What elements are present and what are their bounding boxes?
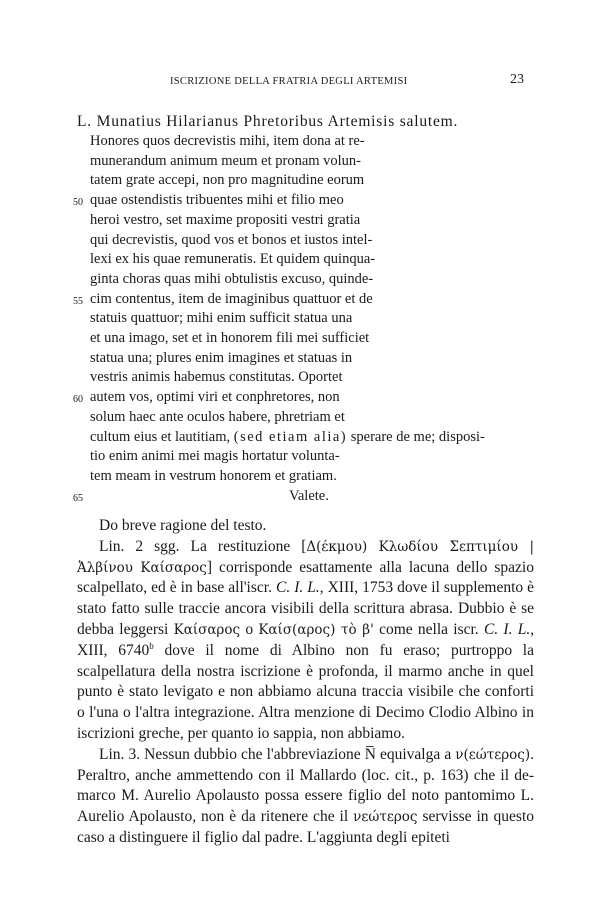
line-text: tatem grate accepi, non pro magnitudine eorum: [90, 172, 365, 189]
line-number: 60: [73, 394, 83, 406]
line-text: qui decrevistis, quod vos et bonos et iustos intel-: [90, 231, 373, 248]
inscription-line: [77, 368, 547, 388]
inscription-line: [77, 349, 547, 369]
line-text: et una imago, set et in honorem fili mei sufficiet: [90, 330, 370, 347]
line-text-tail: sperare de me; disposi-: [350, 428, 485, 445]
line-number: 50: [73, 197, 83, 209]
greek-text: Καίσαρος: [173, 621, 241, 638]
line-text: ginta choras quas mihi obtulistis excuso, quinde-: [90, 270, 374, 287]
inscription-heading: L. Munatius Hilarianus Phretoribus Artemisis salutem.: [77, 113, 459, 130]
text-span: Lin. 2 sgg. La restituzione [: [99, 537, 307, 555]
text-span: o: [245, 620, 254, 638]
inscription-line: [77, 211, 547, 231]
inscription-line: [77, 329, 547, 349]
line-text: Honores quos decrevistis mihi, item dona at re-: [90, 133, 365, 149]
inscription-line: [77, 408, 547, 428]
inscription-line: [77, 309, 547, 329]
running-title: ISCRIZIONE DELLA FRATRIA DEGLI ARTEMISI: [170, 76, 408, 87]
line-text: solum haec ante oculos habere, phretriam et: [90, 408, 345, 425]
commentary-paragraph: [77, 745, 534, 849]
citation: C. I. L.: [483, 620, 531, 638]
greek-text: Ἀλβίνου Καίσαρος: [77, 559, 207, 576]
line-text: quae ostendistis tribuentes mihi et filio meo: [90, 192, 344, 209]
line-text: statua una; plures enim imagines et statuas in: [90, 349, 353, 366]
greek-text: Καίσ(αρος) τὸ β': [258, 621, 374, 638]
text-span: . Peraltro, anche ammettendo con il Mallardo (loc. cit., p. 163) che il de- marco M. Aurelio Apolausto possa essere figlio del noto pantomimo L. Aurelio Apolausto, non è da ritenere che il: [77, 745, 534, 826]
greek-text: νεώτερος: [353, 809, 418, 826]
text-span: , XIII, 1753 dove il supplemento è stato fatto sulle traccie ancora visibili della scrittura abrasa. Dubbio è se debba leggersi: [77, 579, 535, 638]
greek-text: Δ(έκμου) Κλωδίου Σεπτιμίου |: [306, 538, 534, 555]
text-span: dove il nome di Albino non fu eraso; purtroppo la scalpellatura della nostra iscrizione è profonda, il marmo anche in quel punto è stato levigato e non abbiamo alcuna traccia visibile che conforti o l'una o l'altra integrazione. Altra menzione di Decimo Clodio Albino in iscrizioni greche, per quanto io sappia, non abbiamo.: [77, 641, 534, 742]
spaced-text: (sed etiam alia): [233, 428, 348, 445]
inscription-line: [73, 290, 547, 310]
line-text: munerandum animum meum et pronam volun-: [90, 152, 362, 169]
page-number: 23: [510, 72, 524, 87]
text-span: ] corrisponde esattamente alla lacuna dello spazio scalpellato, ed è in base all'iscr.: [77, 558, 534, 597]
line-text: statuis quattuor; mihi enim sufficit statua una: [90, 310, 353, 327]
line-number: 55: [73, 295, 83, 307]
inscription-line: [77, 467, 547, 487]
commentary: [77, 516, 534, 849]
inscription-line: [77, 250, 547, 270]
inscription-lines: [73, 132, 547, 506]
text-span: Lin. 3. Nessun dubbio che l'abbreviazione N̅ equivalga a: [99, 745, 452, 763]
inscription-line: [77, 152, 547, 172]
line-text: vestris animis habemus constitutas. Oportet: [90, 369, 343, 386]
line-text: cultum eius et lautitiam,: [90, 428, 231, 445]
text-span: , XIII, 6740: [77, 620, 535, 659]
inscription-line: [77, 171, 547, 191]
line-number: 65: [73, 492, 83, 504]
inscription-line: [73, 191, 547, 211]
line-text: tem meam in vestrum honorem et gratiam.: [90, 467, 337, 484]
line-text: lexi ex his quae remuneratis. Et quidem quinqua-: [90, 251, 376, 268]
line-text: autem vos, optimi viri et conphretores, non: [90, 389, 340, 406]
inscription-line: [77, 428, 547, 448]
superscript: b: [149, 640, 154, 651]
line-text: heroi vestro, set maxime propositi vestri gratia: [90, 211, 361, 228]
inscription-line: [77, 270, 547, 290]
inscription-block: [73, 112, 547, 506]
line-text: tio enim animi mei magis hortatur volunta-: [90, 448, 340, 465]
citation: C. I. L.: [275, 579, 320, 597]
commentary-paragraph: [77, 537, 534, 745]
inscription-line: [73, 388, 547, 408]
inscription-line: [77, 231, 547, 251]
inscription-line: [77, 132, 547, 152]
commentary-intro: Do breve ragione del testo.: [99, 517, 267, 534]
inscription-line: [73, 487, 547, 507]
text-span: servisse in questo caso a distinguere il figlio dal padre. L'aggiunta degli epiteti: [77, 808, 534, 846]
line-text: Valete.: [289, 487, 329, 504]
inscription-line: [77, 447, 547, 467]
text-span: come nella iscr.: [379, 620, 479, 638]
greek-text: ν(εώτερος): [455, 746, 531, 763]
line-text: cim contentus, item de imaginibus quattuor et de: [90, 290, 373, 307]
